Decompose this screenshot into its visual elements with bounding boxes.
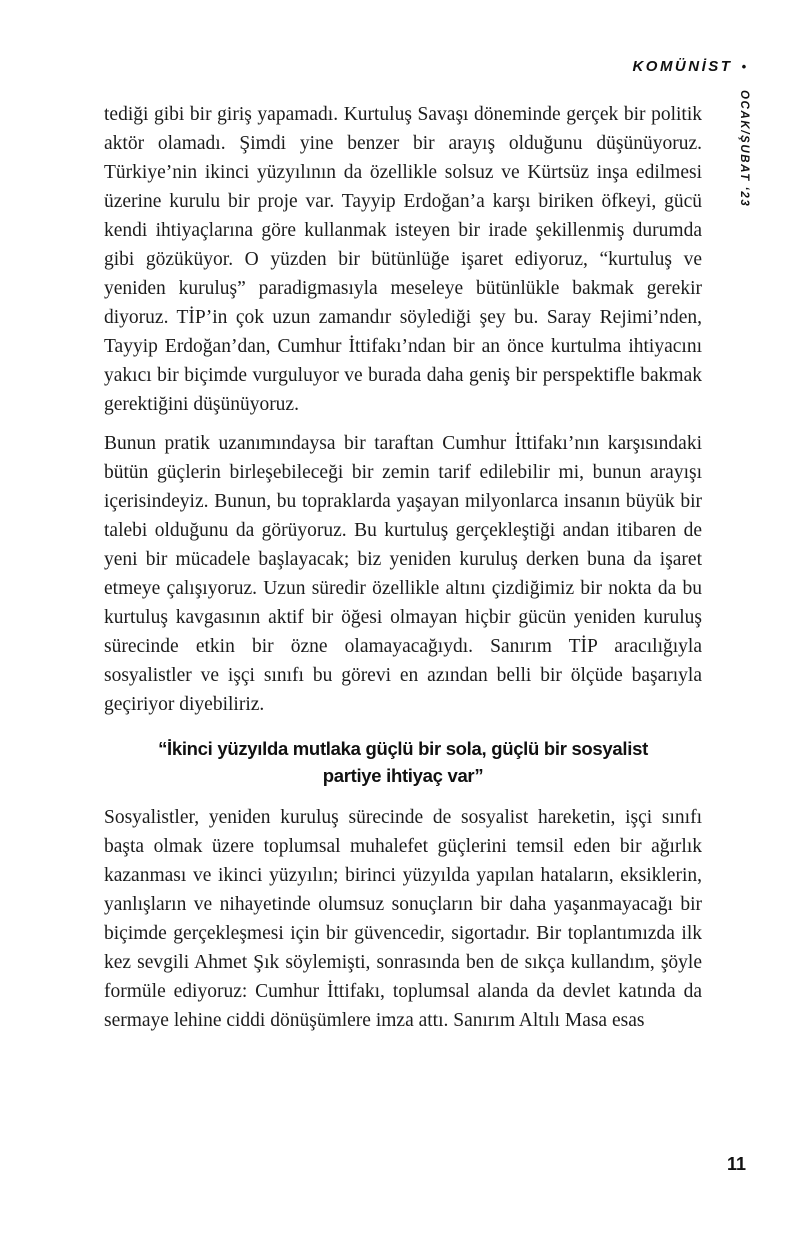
magazine-masthead	[632, 58, 746, 75]
body-paragraph: Bunun pratik uzanımındaysa bir taraftan Cumhur İttifakı’nın karşısındaki bütün güçlerin birleşebileceği bir zemin tarif edilebilir mi, bunun arayışı içerisindeyiz. Bunun, bu topraklarda yaşayan milyonlarca insanın büyük bir talebi olduğunu da görüyoruz. Bu kurtuluş gerçekleştiği andan itibaren de yeni bir mücadele başlayacak; biz yeniden kuruluş derken buna da işaret etmeye çalışıyoruz. Uzun süredir özellikle altını çizdiğimiz bir nokta da bu kurtuluş kavgasının aktif bir öğesi olmayan hiçbir gücün yeniden kuruluş sürecinde etkin bir özne olamayacağıydı. Sanırım TİP aracılığıyla sosyalistler ve işçi sınıfı bu görevi en azından belli bir ölçüde başarıyla geçiriyor diyebiliriz.	[104, 433, 702, 715]
magazine-title: KOMÜNİST	[632, 58, 733, 75]
article-body	[104, 100, 702, 1035]
page-number: 11	[726, 1154, 746, 1174]
bullet-icon: •	[741, 59, 746, 74]
body-paragraph: Sosyalistler, yeniden kuruluş sürecinde de sosyalist hareketin, işçi sınıfı başta olmak üzere toplumsal muhalefet güçlerini temsil eden bir ağırlık kazanması ve ikinci yüzyılın; birinci yüzyılda yapılan hataların, eksiklerin, yanlışların ve nihayetinde olumsuz sonuçların bir daha yaşanmayacağı bir biçimde gerçekleşmesi için bir güvencedir, sigortadır. Bir toplantımızda ilk kez sevgili Ahmet Şık söylemişti, sonrasında ben de sıkça kullandım, şöyle formüle ediyoruz: Cumhur İttifakı, toplumsal alanda da devlet katında da sermaye lehine ciddi dönüşümlere imza attı. Sanırım Altılı Masa esas	[104, 807, 702, 1031]
section-heading: “İkinci yüzyılda mutlaka güçlü bir sola, güçlü bir sosyalist partiye ihtiyaç var”	[158, 738, 648, 786]
issue-date-vertical: OCAK/ŞUBAT ‘23	[738, 90, 750, 208]
body-paragraph: tediği gibi bir giriş yapamadı. Kurtuluş Savaşı döneminde gerçek bir politik aktör olamadı. Şimdi yine benzer bir arayış olduğunu düşünüyoruz. Türkiye’nin ikinci yüzyılının da özellikle solsuz ve Kürtsüz inşa edilmesi üzerine kurulu bir proje var. Tayyip Erdoğan’a karşı biriken öfkeyi, gücü kendi ihtiyaçlarına göre kullanmak isteyen bir irade şekillenmiş durumda gibi gözüküyor. O yüzden bir bütünlüğe işaret ediyoruz, “kurtuluş ve yeniden kuruluş” paradigmasıyla meseleye bütünlükle bakmak gerekir diyoruz. TİP’in çok uzun zamandır söylediği şey bu. Saray Rejimi’nden, Tayyip Erdoğan’dan, Cumhur İttifakı’ndan bir an önce kurtulma ihtiyacını yakıcı bir biçimde vurguluyor ve burada daha geniş bir perspektifle bakmak gerektiğini düşünüyoruz.	[104, 104, 702, 415]
